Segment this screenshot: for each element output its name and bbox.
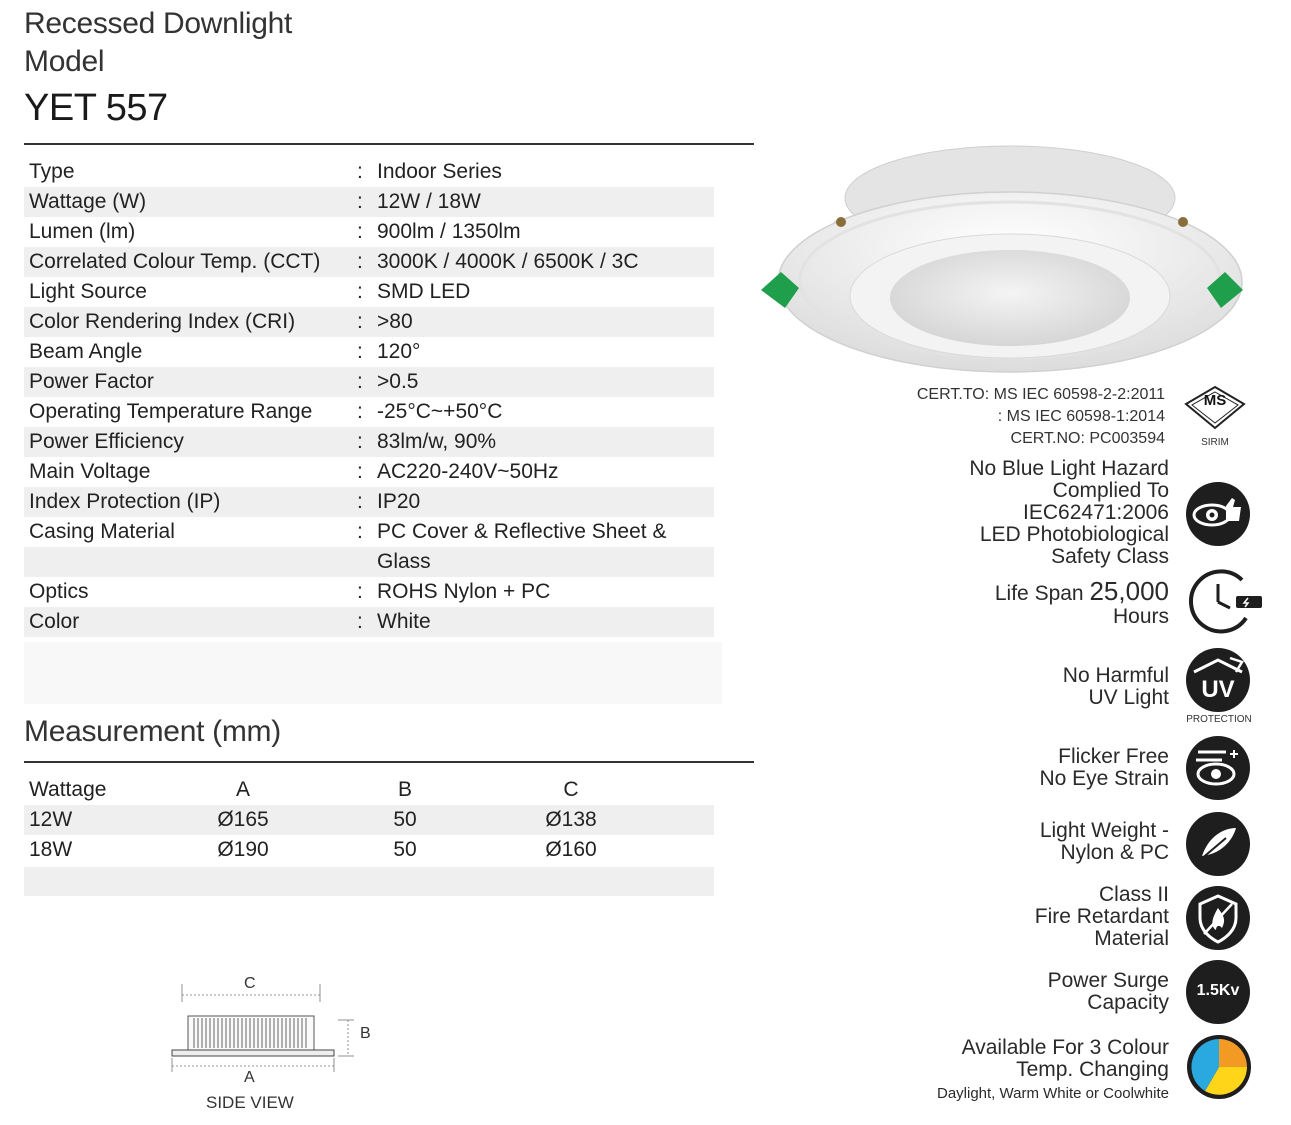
spec-row-lumen: [24, 217, 714, 247]
table-cell: 50: [393, 808, 417, 831]
spec-value: AC220-240V~50Hz: [377, 460, 559, 483]
clock-icon: [1184, 568, 1268, 636]
spec-colon: :: [357, 250, 363, 273]
table-cell: Ø138: [545, 808, 597, 831]
measurement-footer-band: [24, 867, 714, 896]
feature-text-line: No Blue Light Hazard: [969, 457, 1169, 480]
spec-label: Main Voltage: [29, 460, 151, 483]
column-header: A: [235, 778, 250, 801]
spec-row-casing-material: [24, 517, 714, 577]
feather-icon: [1186, 812, 1250, 876]
feature-text-line: Temp. Changing: [1016, 1058, 1169, 1081]
spec-colon: :: [357, 430, 363, 453]
spec-label: Index Protection (IP): [29, 490, 221, 513]
spec-colon: :: [357, 400, 363, 423]
model-label: Model: [24, 45, 105, 78]
spec-value: 120°: [377, 340, 421, 363]
feature-text-line: Material: [1094, 927, 1169, 950]
spec-row-cct: [24, 247, 714, 277]
spec-value: White: [377, 610, 431, 633]
spec-label: Optics: [29, 580, 89, 603]
spec-label: Wattage (W): [29, 190, 147, 213]
spec-row-optics: [24, 577, 714, 607]
spec-value: PC Cover & Reflective Sheet & Glass: [377, 520, 667, 573]
feature-text-line: Capacity: [1087, 991, 1169, 1014]
spec-row-light-source: [24, 277, 714, 307]
spec-row-color: [24, 607, 714, 637]
measurement-title: Measurement (mm): [24, 715, 281, 748]
eye-icon: [1186, 736, 1250, 800]
spec-label: Beam Angle: [29, 340, 143, 363]
table-cell: 50: [393, 838, 417, 861]
spec-value: >80: [377, 310, 413, 333]
spec-colon: :: [357, 340, 363, 363]
spec-row-beam-angle: [24, 337, 714, 367]
feature-text-line: Power Surge: [1047, 969, 1169, 992]
spec-value: ROHS Nylon + PC: [377, 580, 551, 603]
cert-number: CERT.NO: PC003594: [1010, 430, 1165, 447]
spec-label: Power Factor: [29, 370, 154, 393]
spec-colon: :: [357, 490, 363, 513]
spec-colon: :: [357, 310, 363, 333]
spec-label: Type: [29, 160, 75, 183]
spec-colon: :: [357, 160, 363, 183]
spec-value: -25°C~+50°C: [377, 400, 503, 423]
spec-row-ip: [24, 487, 714, 517]
product-category-title: Recessed Downlight: [24, 7, 293, 40]
spec-colon: :: [357, 460, 363, 483]
life-span-unit: Hours: [1112, 605, 1169, 628]
dimension-a-label: A: [244, 1069, 255, 1086]
column-header: B: [397, 778, 412, 801]
table-cell: Ø165: [217, 808, 269, 831]
spec-value: 900lm / 1350lm: [377, 220, 521, 243]
spec-value: Indoor Series: [377, 160, 502, 183]
table-row: [24, 805, 714, 835]
header-divider: [24, 143, 754, 145]
spec-row-power-factor: [24, 367, 714, 397]
uv-icon-text: UV: [1201, 676, 1235, 703]
uv-protection-caption: PROTECTION: [1186, 714, 1252, 725]
feature-text-line: Safety Class: [1051, 545, 1169, 568]
power-surge-icon: [1186, 960, 1250, 1024]
spec-label: Light Source: [29, 280, 147, 303]
side-view-drawing: [160, 980, 370, 1080]
spec-row-wattage: [24, 187, 714, 217]
spec-row-type: [24, 157, 714, 187]
spec-row-operating-temp: [24, 397, 714, 427]
column-header: Wattage: [29, 778, 107, 801]
spec-label: Casing Material: [29, 520, 175, 543]
spec-colon: :: [357, 220, 363, 243]
spec-value: IP20: [377, 490, 421, 513]
spec-value: 83lm/w, 90%: [377, 430, 497, 453]
spec-value: 12W / 18W: [377, 190, 481, 213]
cert-standard-1: CERT.TO: MS IEC 60598-2-2:2011: [916, 386, 1165, 403]
table-row: [24, 835, 714, 865]
colour-options-note: Daylight, Warm White or Coolwhite: [936, 1085, 1169, 1102]
downlight-product-image: [755, 140, 1270, 380]
dimension-b-label: B: [360, 1025, 371, 1042]
flame-shield-icon: [1186, 886, 1250, 950]
spec-row-power-efficiency: [24, 427, 714, 457]
spec-colon: :: [357, 520, 363, 543]
measurement-divider: [24, 761, 754, 763]
feature-text-line: Nylon & PC: [1060, 841, 1169, 864]
feature-text-line: No Harmful: [1062, 664, 1169, 687]
spec-label: Power Efficiency: [29, 430, 184, 453]
feature-text-line: Complied To: [1052, 479, 1169, 502]
spec-colon: :: [357, 280, 363, 303]
feature-text-line: Fire Retardant: [1034, 905, 1169, 928]
sirim-caption: SIRIM: [1201, 437, 1229, 448]
spec-row-cri: [24, 307, 714, 337]
table-cell: 18W: [29, 838, 73, 861]
spec-label: Lumen (lm): [29, 220, 136, 243]
feature-text-line: IEC62471:2006: [1023, 501, 1169, 524]
side-view-caption: SIDE VIEW: [206, 1093, 294, 1112]
eye-thumbs-up-icon: [1186, 482, 1250, 546]
dimension-c-label: C: [244, 975, 256, 992]
life-span-prefix: Life Span: [994, 582, 1084, 605]
ms-badge-text: MS: [1203, 392, 1227, 409]
spec-colon: :: [357, 580, 363, 603]
spec-colon: :: [357, 610, 363, 633]
surge-icon-text: 1.5Kv: [1196, 982, 1240, 999]
tri-colour-icon: [1186, 1034, 1252, 1100]
spec-value: SMD LED: [377, 280, 471, 303]
spec-table-footer-band: [24, 642, 722, 704]
spec-label: Color Rendering Index (CRI): [29, 310, 296, 333]
spec-label: Correlated Colour Temp. (CCT): [29, 250, 321, 273]
feature-text-line: UV Light: [1088, 686, 1169, 709]
life-span-number: 25,000: [1089, 576, 1169, 606]
spec-row-main-voltage: [24, 457, 714, 487]
spec-label: Operating Temperature Range: [29, 400, 313, 423]
spec-value: 3000K / 4000K / 6500K / 3C: [377, 250, 639, 273]
feature-text-line: Class II: [1098, 883, 1169, 906]
uv-protection-icon: [1186, 648, 1250, 712]
table-cell: 12W: [29, 808, 73, 831]
feature-text-line: No Eye Strain: [1039, 767, 1169, 790]
cert-standard-2: : MS IEC 60598-1:2014: [997, 408, 1165, 425]
life-span-line: [994, 576, 1169, 606]
feature-text-line: LED Photobiological: [979, 523, 1169, 546]
feature-text-line: Available For 3 Colour: [961, 1036, 1169, 1059]
table-cell: Ø190: [217, 838, 269, 861]
spec-colon: :: [357, 190, 363, 213]
spec-value: >0.5: [377, 370, 419, 393]
feature-text-line: Light Weight -: [1039, 819, 1169, 842]
table-cell: Ø160: [545, 838, 597, 861]
column-header: C: [563, 778, 579, 801]
spec-colon: :: [357, 370, 363, 393]
model-code: YET 557: [24, 87, 168, 129]
feature-text-line: Flicker Free: [1058, 745, 1169, 768]
measurement-header-row: [24, 775, 714, 805]
spec-label: Color: [29, 610, 80, 633]
